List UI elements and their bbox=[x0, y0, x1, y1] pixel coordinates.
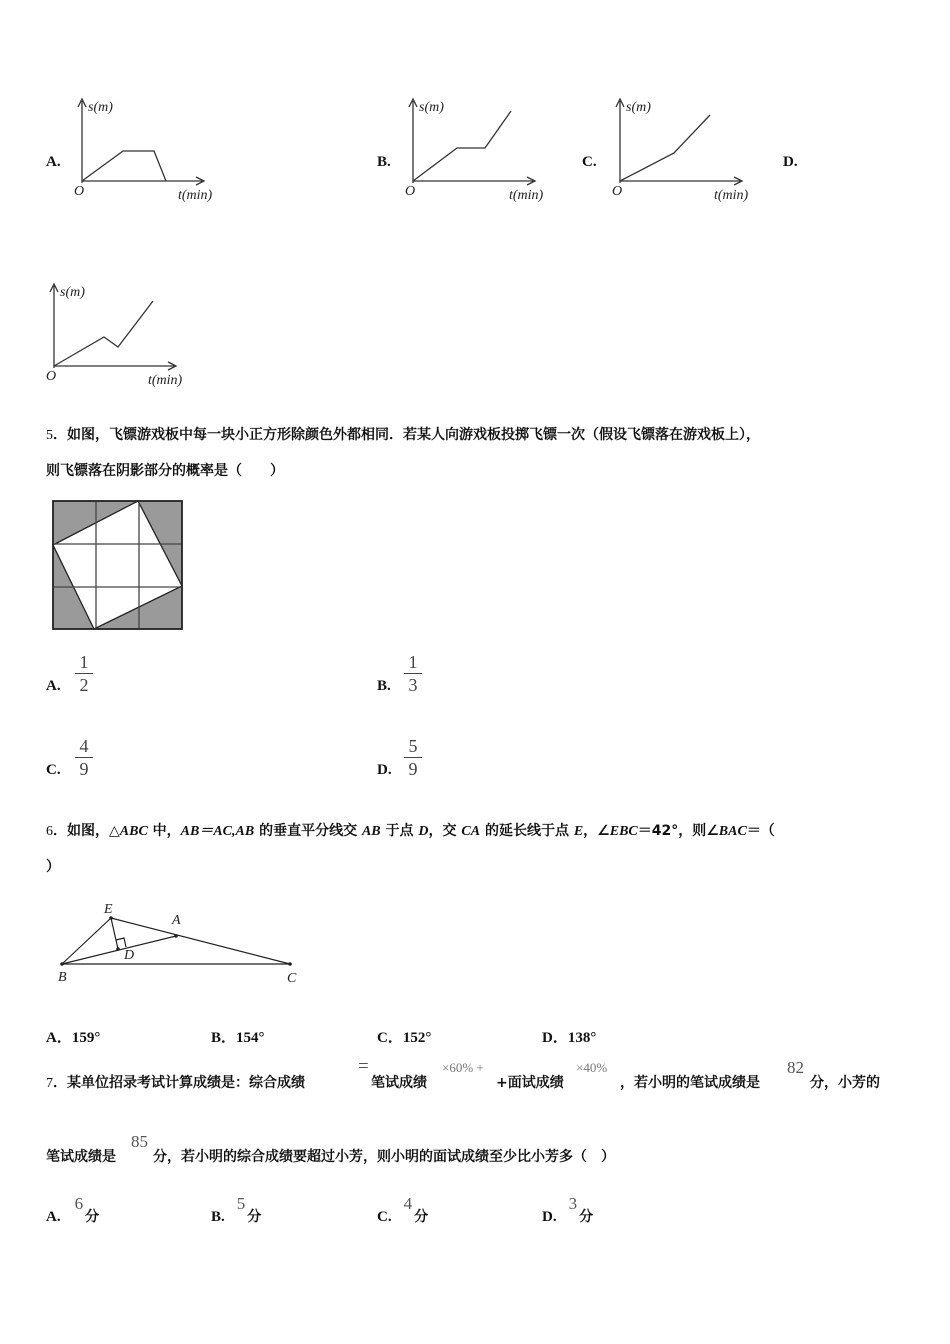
q5-option-b-label[interactable]: B. bbox=[377, 678, 391, 694]
axis-x-label: t(min) bbox=[178, 188, 213, 203]
q7-stem-line1-c: 分，小芳的 bbox=[810, 1075, 880, 1091]
q5-option-c-fraction: 4 9 bbox=[75, 736, 93, 779]
q5-option-d-label[interactable]: D. bbox=[377, 762, 392, 778]
q7-value-85: 85 bbox=[131, 1132, 148, 1151]
triangle-figure bbox=[50, 895, 310, 990]
q7-stem-line2-a: 笔试成绩是 bbox=[46, 1149, 116, 1165]
q5-option-c-label[interactable]: C. bbox=[46, 762, 61, 778]
axis-y-label: s(m) bbox=[626, 100, 651, 115]
q5-option-b-fraction: 1 3 bbox=[404, 652, 422, 695]
origin-label: O bbox=[405, 184, 416, 199]
q4-graph-a bbox=[68, 95, 228, 210]
dartboard-figure bbox=[50, 498, 186, 632]
q7-stem-line2-b: 分，若小明的综合成绩要超过小芳，则小明的面试成绩至少比小芳多（ ） bbox=[153, 1149, 615, 1165]
q7-written-score: 笔试成绩 bbox=[371, 1075, 427, 1091]
point-b-label: B bbox=[58, 970, 67, 985]
q7-option-c[interactable]: C.4分 bbox=[377, 1194, 429, 1225]
q6-stem-line1: 6．如图，△ABC 中，AB＝AC,AB 的垂直平分线交 AB 于点 D，交 CA 的延长线于点 E，∠EBC＝42°，则∠BAC＝（ bbox=[46, 823, 775, 839]
origin-label: O bbox=[74, 184, 85, 199]
axis-y-label: s(m) bbox=[88, 100, 113, 115]
origin-label: O bbox=[46, 369, 57, 384]
q6-option-d[interactable]: D．138° bbox=[542, 1030, 597, 1046]
q4-option-a-label[interactable]: A. bbox=[46, 154, 61, 170]
q5-stem-line2: 则飞镖落在阴影部分的概率是（ ） bbox=[46, 463, 284, 479]
q7-weight-40: ×40% bbox=[576, 1060, 608, 1075]
q4-option-d-label[interactable]: D. bbox=[783, 154, 798, 170]
q7-weight-60: ×60% + bbox=[442, 1060, 484, 1075]
q7-value-82: 82 bbox=[787, 1058, 804, 1077]
q5-option-a-fraction: 1 2 bbox=[75, 652, 93, 695]
q4-graph-c bbox=[606, 95, 766, 210]
point-c-label: C bbox=[287, 971, 297, 986]
q4-graph-b bbox=[399, 95, 559, 210]
q5-stem-line1: 5．如图，飞镖游戏板中每一块小正方形除颜色外都相同．若某人向游戏板投掷飞镖一次（假设飞镖落在游戏板上）， bbox=[46, 427, 760, 443]
q6-option-a[interactable]: A．159° bbox=[46, 1030, 101, 1046]
axis-y-label: s(m) bbox=[60, 285, 85, 300]
q7-stem-line1-b: ，若小明的笔试成绩是 bbox=[620, 1075, 760, 1091]
q7-interview-score: +面试成绩 bbox=[496, 1075, 564, 1091]
q7-stem-line1-a: 7．某单位招录考试计算成绩是：综合成绩 bbox=[46, 1075, 305, 1091]
q6-stem-line2: ） bbox=[46, 859, 60, 875]
q7-option-a[interactable]: A.6分 bbox=[46, 1194, 100, 1225]
origin-label: O bbox=[612, 184, 623, 199]
q7-option-b[interactable]: B.5分 bbox=[211, 1194, 262, 1225]
axis-x-label: t(min) bbox=[148, 373, 183, 388]
point-a-label: A bbox=[172, 913, 181, 928]
q7-equals: = bbox=[358, 1056, 369, 1077]
q7-option-d[interactable]: D.3分 bbox=[542, 1194, 594, 1225]
q4-graph-d bbox=[40, 280, 200, 395]
q5-option-d-fraction: 5 9 bbox=[404, 736, 422, 779]
axis-x-label: t(min) bbox=[509, 188, 544, 203]
point-e-label: E bbox=[104, 902, 113, 917]
axis-x-label: t(min) bbox=[714, 188, 749, 203]
q5-option-a-label[interactable]: A. bbox=[46, 678, 61, 694]
axis-y-label: s(m) bbox=[419, 100, 444, 115]
q4-option-c-label[interactable]: C. bbox=[582, 154, 597, 170]
point-d-label: D bbox=[124, 948, 135, 963]
q4-option-b-label[interactable]: B. bbox=[377, 154, 391, 170]
q6-option-c[interactable]: C．152° bbox=[377, 1030, 432, 1046]
q6-option-b[interactable]: B．154° bbox=[211, 1030, 265, 1046]
